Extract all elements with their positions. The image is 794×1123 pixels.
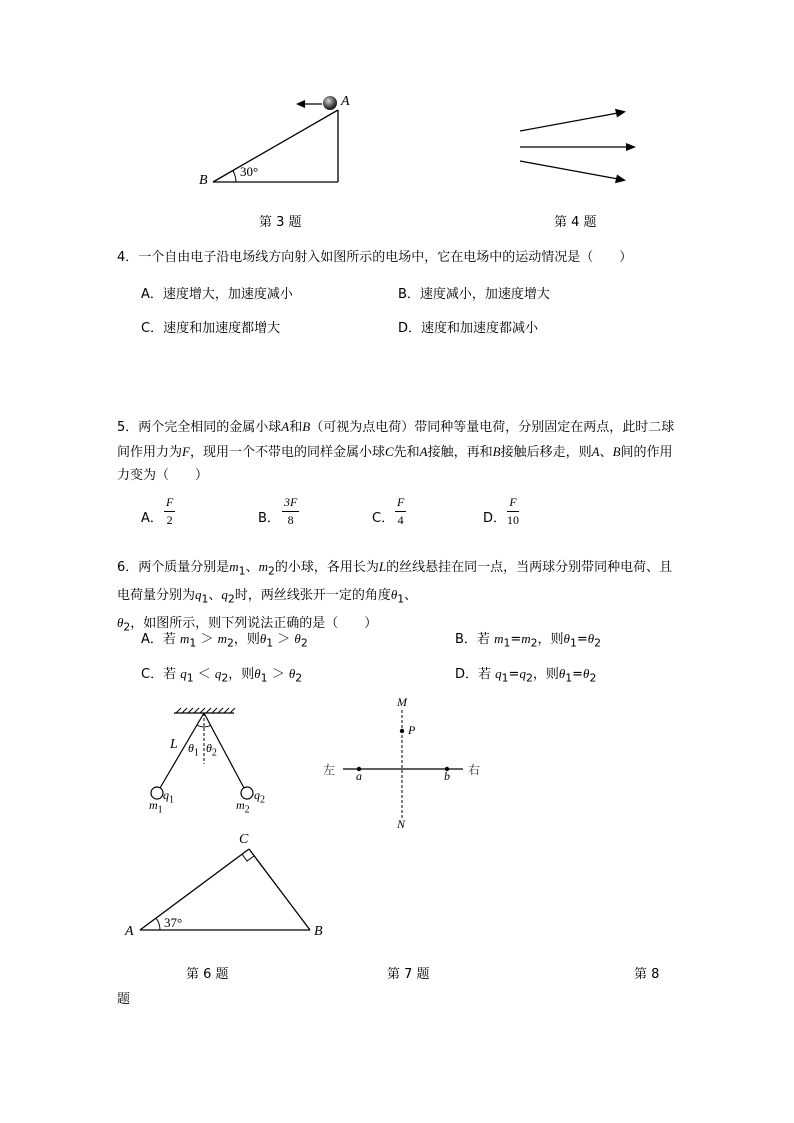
q6-sub: 2 xyxy=(267,564,275,578)
opt-sub: 2 xyxy=(589,671,597,685)
opt-var: m xyxy=(180,631,190,646)
q5-text: ，现用一个不带电的同样金属小球 xyxy=(189,444,385,460)
q5-option-c-letter: C． xyxy=(372,511,395,526)
ball-icon xyxy=(323,96,337,110)
m2-symbol: m xyxy=(236,798,245,812)
right-angle-mark xyxy=(242,854,254,861)
opt-text: = xyxy=(510,632,522,647)
incline-hypotenuse xyxy=(213,110,338,182)
opt-var: m xyxy=(521,631,531,646)
opt-text: ＞ xyxy=(267,667,289,682)
fig3-label-a: A xyxy=(341,94,350,109)
q5-var: C xyxy=(384,443,394,459)
q6-var: q xyxy=(195,587,202,603)
figure-3-incline xyxy=(195,90,355,190)
q6-sub: 2 xyxy=(123,620,131,634)
q6-sub: 1 xyxy=(238,564,246,578)
opt-sub: 2 xyxy=(594,636,602,650)
opt-var: θ xyxy=(558,666,566,681)
figure-8-triangle xyxy=(130,835,320,940)
q5-option-d-fraction xyxy=(507,495,519,528)
opt-text: D．若 xyxy=(455,667,496,682)
opt-text: B．若 xyxy=(455,632,495,647)
q5-text: 先和 xyxy=(393,444,420,460)
opt-text: ，则 xyxy=(537,632,564,647)
opt-sub: 1 xyxy=(565,671,573,685)
fig7-label-right: 右 xyxy=(468,763,481,777)
fig6-q2 xyxy=(254,788,265,805)
theta2-sub: 2 xyxy=(211,747,217,759)
q5-var: A xyxy=(281,419,290,434)
fig6-theta2 xyxy=(206,741,217,758)
q5-text: 接触后移走，则 xyxy=(500,444,592,460)
opt-sub: 1 xyxy=(503,636,511,650)
q6-var: m xyxy=(229,559,239,574)
q6-option-a xyxy=(141,628,308,650)
fig8-label-b: B xyxy=(314,924,323,939)
opt-text: ＜ xyxy=(193,667,215,682)
fig7-label-n: N xyxy=(397,817,406,831)
fig7-label-m: M xyxy=(397,695,407,709)
opt-text: C．若 xyxy=(141,667,181,682)
fig4-caption: 第 4 题 xyxy=(554,215,597,230)
opt-text: ，则 xyxy=(532,667,559,682)
q5-var: A xyxy=(419,443,428,459)
theta1-sub: 1 xyxy=(193,747,199,759)
opt-text: ＞ xyxy=(273,632,295,647)
point-p xyxy=(400,729,404,733)
q1-symbol: q xyxy=(163,788,169,802)
angle-arc xyxy=(233,171,236,182)
fig7-caption: 第 7 题 xyxy=(387,967,430,982)
fraction-numerator: F xyxy=(507,495,519,512)
opt-var: θ xyxy=(288,666,296,681)
q4-option-b: B．速度减小，加速度增大 xyxy=(398,287,550,302)
q4-option-c: C．速度和加速度都增大 xyxy=(141,321,281,336)
field-line-upper-arrowhead xyxy=(615,109,626,118)
q5-option-b-fraction xyxy=(282,495,299,528)
fig8-angle-label: 37° xyxy=(164,915,183,930)
ceiling-hatching xyxy=(176,708,235,713)
opt-text: = xyxy=(508,667,520,682)
opt-var: q xyxy=(180,666,187,681)
triangle-side-cb xyxy=(249,849,310,930)
q4-option-a: A．速度增大，加速度减小 xyxy=(141,287,293,302)
opt-sub: 2 xyxy=(226,636,234,650)
q6-sub: 1 xyxy=(201,592,209,606)
q5-stem xyxy=(117,415,677,488)
fig7-label-a: a xyxy=(356,769,362,783)
field-line-upper xyxy=(520,113,618,131)
q6-text: ，如图所示，则下列说法正确的是（ ） xyxy=(130,616,378,632)
q6-var: m xyxy=(258,559,268,574)
q5-text: 间的作用力变为（ ） xyxy=(117,444,673,483)
fig3-angle-label: 30° xyxy=(240,164,259,179)
fraction-denominator: 4 xyxy=(397,513,404,527)
q5-text: （可视为点电荷）带同种等量电荷，分别固定在两点，此时二球间作用力为 xyxy=(117,420,675,460)
fraction-denominator: 10 xyxy=(507,513,519,527)
q6-text: 的丝线悬挂在同一点，当两球分别带同种电荷、且电荷量分别为 xyxy=(117,560,673,604)
q6-text: 6．两个质量分别是 xyxy=(117,560,230,575)
q5-var: A xyxy=(591,443,600,459)
opt-sub: 2 xyxy=(221,671,229,685)
fig6-theta1 xyxy=(188,741,199,758)
q6-text: 时，两丝线张开一定的角度 xyxy=(234,588,391,604)
q6-stem xyxy=(117,555,677,639)
fig7-label-p: P xyxy=(408,723,416,737)
q5-var: B xyxy=(612,443,621,459)
q5-option-b-letter: B． xyxy=(258,511,280,526)
opt-var: θ xyxy=(583,666,590,681)
fraction-numerator: F xyxy=(164,495,175,512)
fig6-label-l: L xyxy=(170,737,178,752)
opt-text: A．若 xyxy=(141,632,181,647)
q6-var: θ xyxy=(390,587,398,603)
q6-option-d xyxy=(455,663,596,685)
fig7-label-left: 左 xyxy=(323,763,336,777)
opt-var: m xyxy=(494,631,504,646)
opt-sub: 2 xyxy=(300,636,308,650)
field-line-middle-arrowhead xyxy=(626,143,636,151)
fig3-caption: 第 3 题 xyxy=(259,215,302,230)
q5-var: B xyxy=(492,443,501,459)
q4-option-d: D．速度和加速度都减小 xyxy=(398,321,539,336)
opt-sub: 1 xyxy=(569,636,577,650)
q6-option-c xyxy=(141,663,302,685)
q6-var: θ xyxy=(117,615,124,631)
opt-var: θ xyxy=(259,631,267,646)
fig6-caption: 第 6 题 xyxy=(186,967,229,982)
opt-text: ，则 xyxy=(233,632,260,647)
fraction-denominator: 8 xyxy=(287,513,294,527)
fig8-caption-part2: 题 xyxy=(117,992,131,1007)
q5-var: F xyxy=(182,443,190,459)
opt-sub: 1 xyxy=(189,636,197,650)
q6-text: 的小球，各用长为 xyxy=(274,560,379,575)
fig8-label-a: A xyxy=(125,924,134,939)
figure-4-field-lines xyxy=(515,105,645,185)
q1-sub: 1 xyxy=(169,794,174,806)
opt-var: q xyxy=(495,666,502,681)
opt-sub: 2 xyxy=(530,636,538,650)
q6-text: 、 xyxy=(404,588,418,604)
opt-sub: 1 xyxy=(501,671,509,685)
angle-37-arc xyxy=(156,918,160,930)
m1-symbol: m xyxy=(149,798,158,812)
opt-var: q xyxy=(519,666,526,681)
fig8-caption-part1: 第 8 xyxy=(634,967,660,982)
field-line-lower xyxy=(520,161,618,179)
theta2-symbol: θ xyxy=(206,741,212,755)
fraction-numerator: F xyxy=(395,495,406,512)
figure-7-axes xyxy=(335,700,475,830)
q5-text: 接触，再和 xyxy=(427,444,493,460)
fig6-m2 xyxy=(236,798,250,815)
q6-option-b xyxy=(455,628,601,650)
opt-var: θ xyxy=(294,631,301,646)
q2-sub: 2 xyxy=(260,794,265,806)
q6-sub: 2 xyxy=(227,592,235,606)
fig7-label-b: b xyxy=(444,769,450,783)
opt-sub: 1 xyxy=(260,671,268,685)
q6-sub: 1 xyxy=(397,592,405,606)
opt-sub: 1 xyxy=(266,636,274,650)
m2-sub: 2 xyxy=(244,804,250,816)
q5-text: 、 xyxy=(599,444,613,460)
q6-text: 、 xyxy=(245,560,259,575)
fig3-label-b: B xyxy=(199,173,208,188)
q5-text: 和 xyxy=(289,420,303,435)
q5-option-c-fraction xyxy=(395,495,406,528)
q5-var: B xyxy=(302,419,311,434)
opt-sub: 2 xyxy=(295,671,303,685)
field-line-lower-arrowhead xyxy=(615,175,626,184)
velocity-arrowhead xyxy=(296,100,305,108)
q5-option-a-letter: A． xyxy=(141,511,163,526)
opt-sub: 2 xyxy=(525,671,533,685)
opt-text: ＞ xyxy=(196,632,218,647)
q2-symbol: q xyxy=(254,788,260,802)
q6-var: L xyxy=(378,559,387,574)
theta1-arc xyxy=(197,725,204,727)
q4-stem: 4．一个自由电子沿电场线方向射入如图所示的电场中，它在电场中的运动情况是（ ） xyxy=(117,250,633,265)
fraction-numerator: 3F xyxy=(282,495,299,512)
q5-text: 5．两个完全相同的金属小球 xyxy=(117,420,282,435)
opt-var: q xyxy=(214,666,222,681)
q5-option-d-letter: D． xyxy=(483,511,507,526)
opt-var: θ xyxy=(587,631,595,646)
fig8-label-c: C xyxy=(239,832,249,847)
q6-text: 、 xyxy=(208,588,222,604)
theta2-arc xyxy=(204,725,211,727)
fig6-q1 xyxy=(163,788,174,805)
fig6-m1 xyxy=(149,798,163,815)
opt-var: θ xyxy=(254,666,261,681)
opt-text: = xyxy=(572,667,584,682)
opt-text: ，则 xyxy=(228,667,255,682)
q5-option-a-fraction xyxy=(164,495,175,528)
q6-var: q xyxy=(221,587,228,603)
fraction-denominator: 2 xyxy=(166,513,173,527)
m1-sub: 1 xyxy=(157,804,163,816)
opt-text: = xyxy=(576,632,588,647)
opt-sub: 1 xyxy=(186,671,194,685)
opt-var: θ xyxy=(563,631,570,646)
theta1-symbol: θ xyxy=(188,741,194,755)
opt-var: m xyxy=(217,631,227,646)
